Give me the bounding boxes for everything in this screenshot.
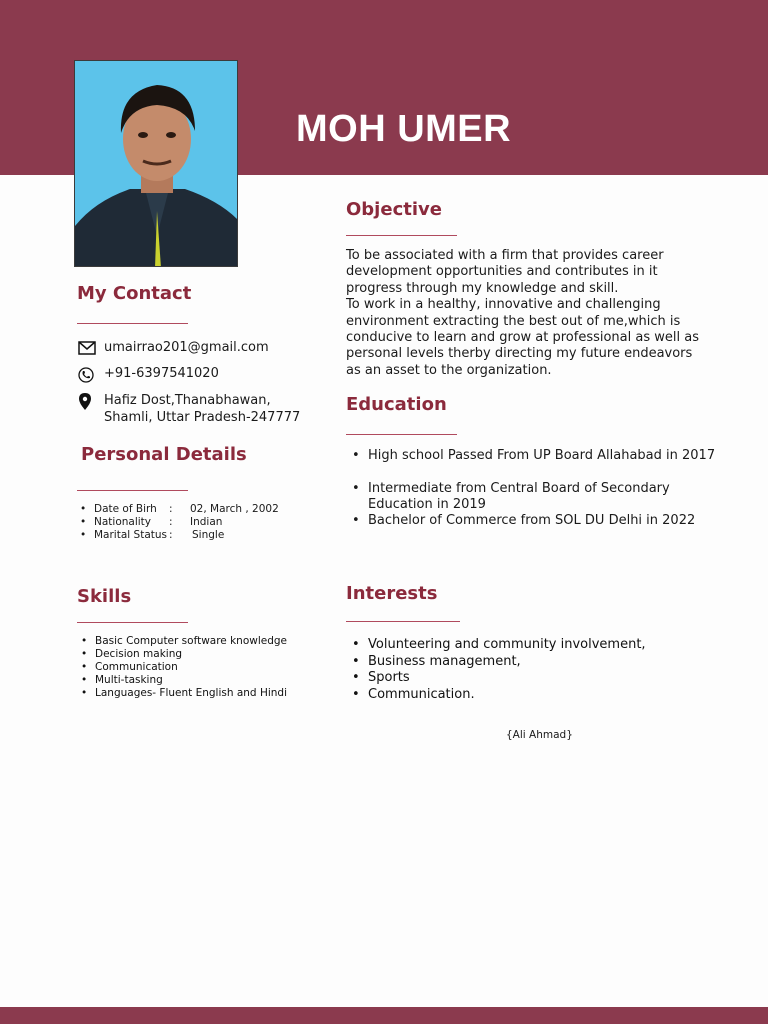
objective-line: conducive to learn and grow at professional as well as <box>346 330 699 345</box>
interest-item: • Business management, <box>346 654 646 671</box>
skill-item: • Languages- Fluent English and Hindi <box>77 687 287 700</box>
bullet: • <box>80 516 87 528</box>
phone-icon <box>78 367 94 383</box>
personal-sep: : <box>169 529 173 541</box>
personal-sep: : <box>169 503 173 515</box>
profile-photo <box>74 60 238 267</box>
personal-label: Nationality <box>94 516 152 528</box>
envelope-icon <box>78 341 96 355</box>
personal-row <box>80 529 225 541</box>
skills-heading: Skills <box>77 586 132 607</box>
contact-address-line2: Shamli, Uttar Pradesh-247777 <box>104 410 301 425</box>
education-heading: Education <box>346 394 447 415</box>
interest-item: • Volunteering and community involvement, <box>346 637 646 654</box>
personal-divider <box>77 490 188 491</box>
contact-email[interactable]: umairrao201@gmail.com <box>104 340 269 355</box>
objective-line: as an asset to the organization. <box>346 363 552 378</box>
interests-divider <box>346 621 460 622</box>
bullet: • <box>80 503 87 515</box>
signature: {Ali Ahmad} <box>506 729 573 741</box>
education-bullet: • <box>352 481 360 496</box>
location-pin-icon <box>79 393 91 410</box>
contact-phone[interactable]: +91-6397541020 <box>104 366 219 381</box>
contact-address-line1: Hafiz Dost,Thanabhawan, <box>104 393 271 408</box>
objective-line: development opportunities and contributes in it <box>346 264 658 279</box>
personal-label: Date of Birh <box>94 503 157 515</box>
objective-line: environment extracting the best out of me,which is <box>346 314 681 329</box>
interests-list <box>346 637 646 703</box>
personal-value: 02, March , 2002 <box>190 503 279 515</box>
contact-divider <box>77 323 188 324</box>
education-divider <box>346 434 457 435</box>
personal-row <box>80 516 223 528</box>
personal-row <box>80 503 279 515</box>
personal-label: Marital Status <box>94 529 167 541</box>
personal-value: Indian <box>190 516 223 528</box>
skill-item: • Decision making <box>77 648 287 661</box>
objective-line: To work in a healthy, innovative and challenging <box>346 297 661 312</box>
objective-line: personal levels therby directing my future endeavors <box>346 346 693 361</box>
skills-list <box>77 635 287 700</box>
footer-band <box>0 1007 768 1024</box>
education-item: Bachelor of Commerce from SOL DU Delhi in 2022 <box>368 513 696 528</box>
personal-sep: : <box>169 516 173 528</box>
candidate-name: MOH UMER <box>296 108 512 150</box>
skills-divider <box>77 622 188 623</box>
interest-item: • Communication. <box>346 687 646 704</box>
bullet: • <box>80 529 87 541</box>
objective-line: To be associated with a firm that provides career <box>346 248 664 263</box>
personal-value: Single <box>192 529 225 541</box>
objective-divider <box>346 235 457 236</box>
education-item: Intermediate from Central Board of Secondary <box>368 481 670 496</box>
education-item-cont: Education in 2019 <box>368 497 486 512</box>
contact-heading: My Contact <box>77 283 192 304</box>
education-bullet: • <box>352 448 360 463</box>
personal-heading: Personal Details <box>81 444 247 465</box>
skill-item: • Multi-tasking <box>77 674 287 687</box>
objective-heading: Objective <box>346 199 442 220</box>
education-bullet: • <box>352 513 360 528</box>
interest-item: • Sports <box>346 670 646 687</box>
education-item: High school Passed From UP Board Allahabad in 2017 <box>368 448 716 463</box>
portrait-illustration <box>75 61 238 267</box>
interests-heading: Interests <box>346 583 438 604</box>
objective-line: progress through my knowledge and skill. <box>346 281 619 296</box>
skill-item: • Communication <box>77 661 287 674</box>
skill-item: • Basic Computer software knowledge <box>77 635 287 648</box>
